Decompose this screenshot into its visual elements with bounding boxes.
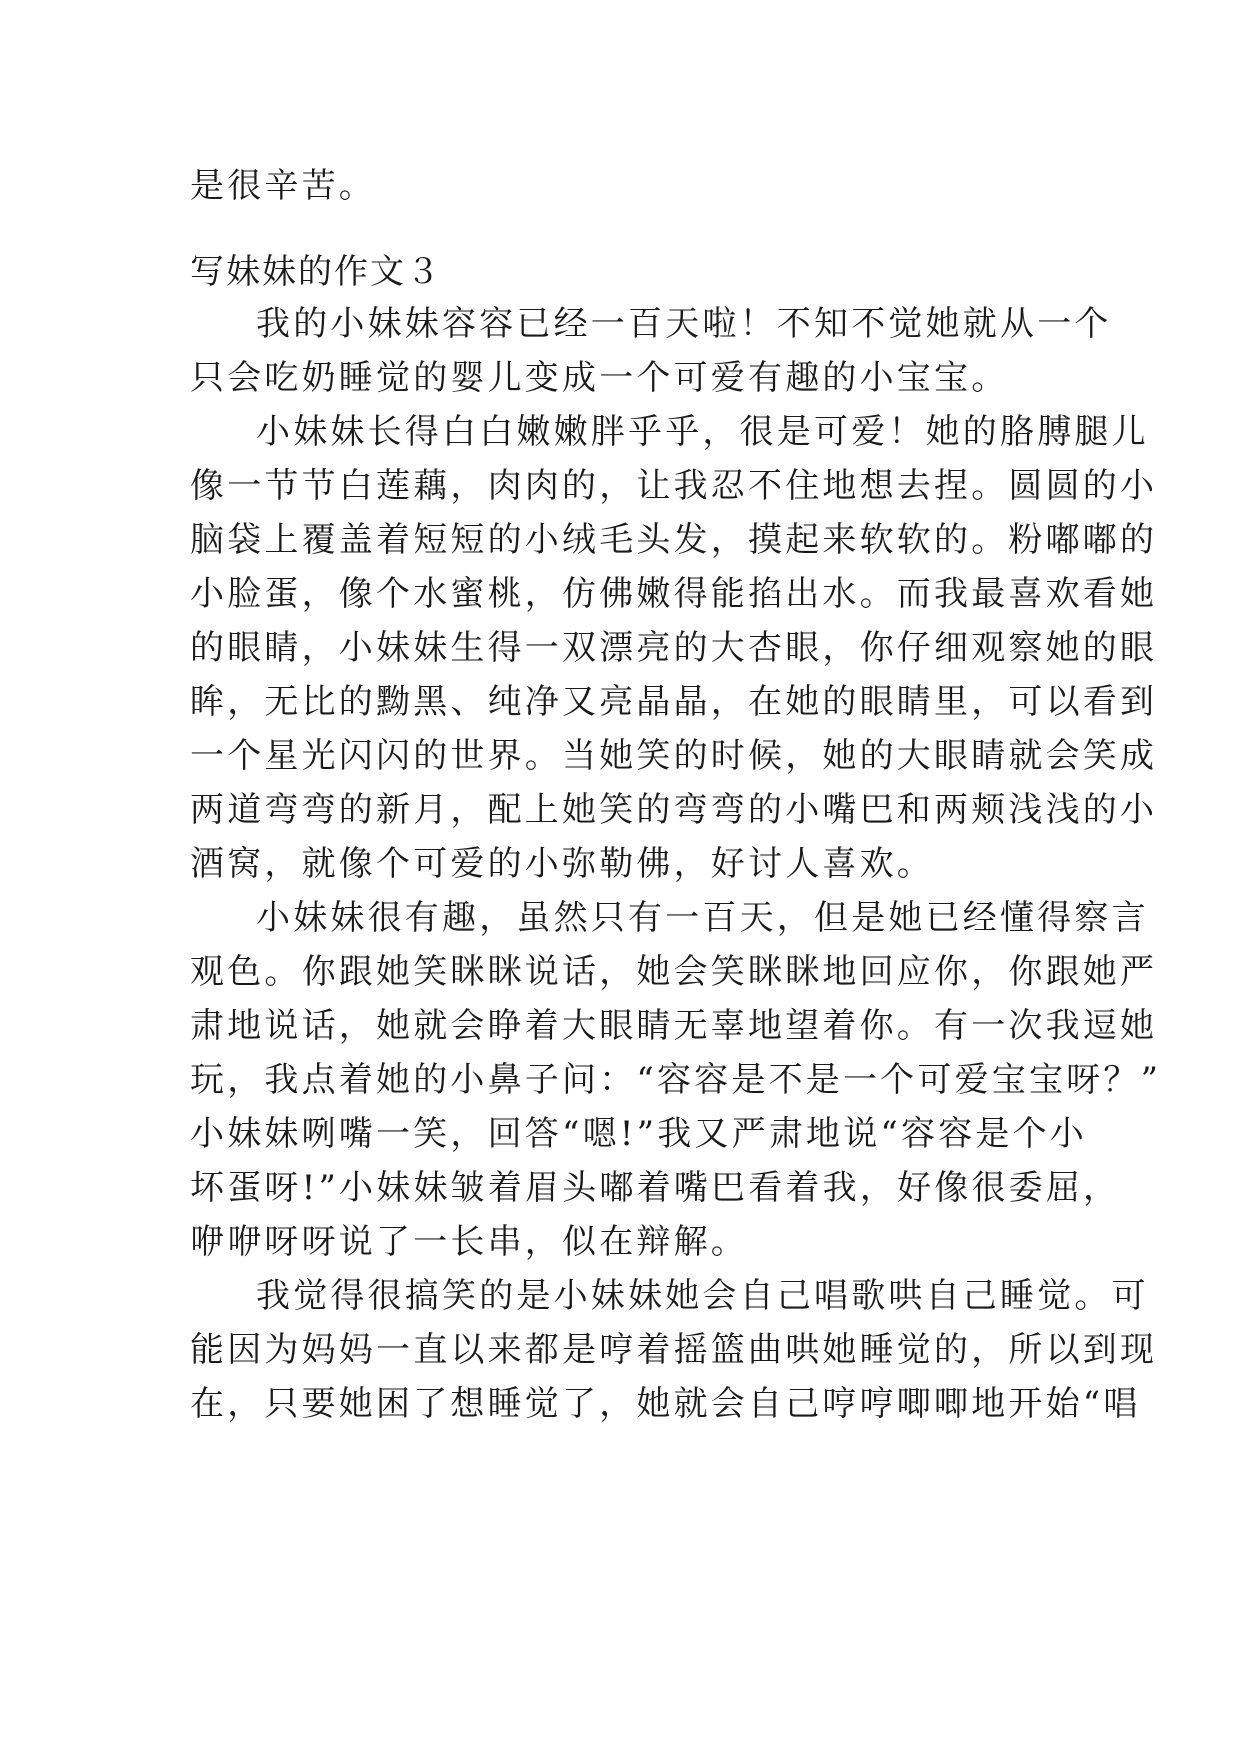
- paragraph-3-line-3: 肃地说话，她就会睁着大眼睛无辜地望着你。有一次我逗她: [190, 1006, 1158, 1046]
- paragraph-2-line-4: 小脸蛋，像个水蜜桃，仿佛嫩得能掐出水。而我最喜欢看她: [190, 574, 1158, 614]
- paragraph-2-line-5: 的眼睛，小妹妹生得一双漂亮的大杏眼，你仔细观察她的眼: [190, 628, 1158, 668]
- paragraph-3-line-4: 玩，我点着她的小鼻子问：“容容是不是一个可爱宝宝呀？”: [190, 1060, 1162, 1100]
- paragraph-3-line-7: 咿咿呀呀说了一长串，似在辩解。: [190, 1222, 748, 1262]
- paragraph-4-line-1: 我觉得很搞笑的是小妹妹她会自己唱歌哄自己睡觉。可: [256, 1276, 1149, 1316]
- paragraph-2-line-7: 一个星光闪闪的世界。当她笑的时候，她的大眼睛就会笑成: [190, 736, 1158, 776]
- paragraph-3-line-2: 观色。你跟她笑眯眯说话，她会笑眯眯地回应你，你跟她严: [190, 952, 1158, 992]
- section-heading: 写妹妹的作文３: [190, 252, 442, 292]
- paragraph-2-line-8: 两道弯弯的新月，配上她笑的弯弯的小嘴巴和两颊浅浅的小: [190, 790, 1158, 830]
- paragraph-1-line-1: 我的小妹妹容容已经一百天啦！不知不觉她就从一个: [256, 304, 1112, 344]
- paragraph-3-line-1: 小妹妹很有趣，虽然只有一百天，但是她已经懂得察言: [256, 898, 1149, 938]
- paragraph-2-line-9: 酒窝，就像个可爱的小弥勒佛，好讨人喜欢。: [190, 844, 934, 884]
- continuation-line: 是很辛苦。: [190, 166, 376, 206]
- paragraph-4-line-3: 在，只要她困了想睡觉了，她就会自己哼哼唧唧地开始“唱: [190, 1384, 1141, 1424]
- paragraph-3-line-5: 小妹妹咧嘴一笑，回答“嗯!”我又严肃地说“容容是个小: [190, 1114, 1088, 1154]
- paragraph-1-line-2: 只会吃奶睡觉的婴儿变成一个可爱有趣的小宝宝。: [190, 358, 1009, 398]
- paragraph-4-line-2: 能因为妈妈一直以来都是哼着摇篮曲哄她睡觉的，所以到现: [190, 1330, 1158, 1370]
- paragraph-2-line-1: 小妹妹长得白白嫩嫩胖乎乎，很是可爱！她的胳膊腿儿: [256, 412, 1149, 452]
- paragraph-2-line-2: 像一节节白莲藕，肉肉的，让我忍不住地想去捏。圆圆的小: [190, 466, 1158, 506]
- paragraph-2-line-3: 脑袋上覆盖着短短的小绒毛头发，摸起来软软的。粉嘟嘟的: [190, 520, 1158, 560]
- paragraph-3-line-6: 坏蛋呀!”小妹妹皱着眉头嘟着嘴巴看着我，好像很委屈，: [190, 1168, 1121, 1208]
- paragraph-2-line-6: 眸，无比的黝黑、纯净又亮晶晶，在她的眼睛里，可以看到: [190, 682, 1158, 722]
